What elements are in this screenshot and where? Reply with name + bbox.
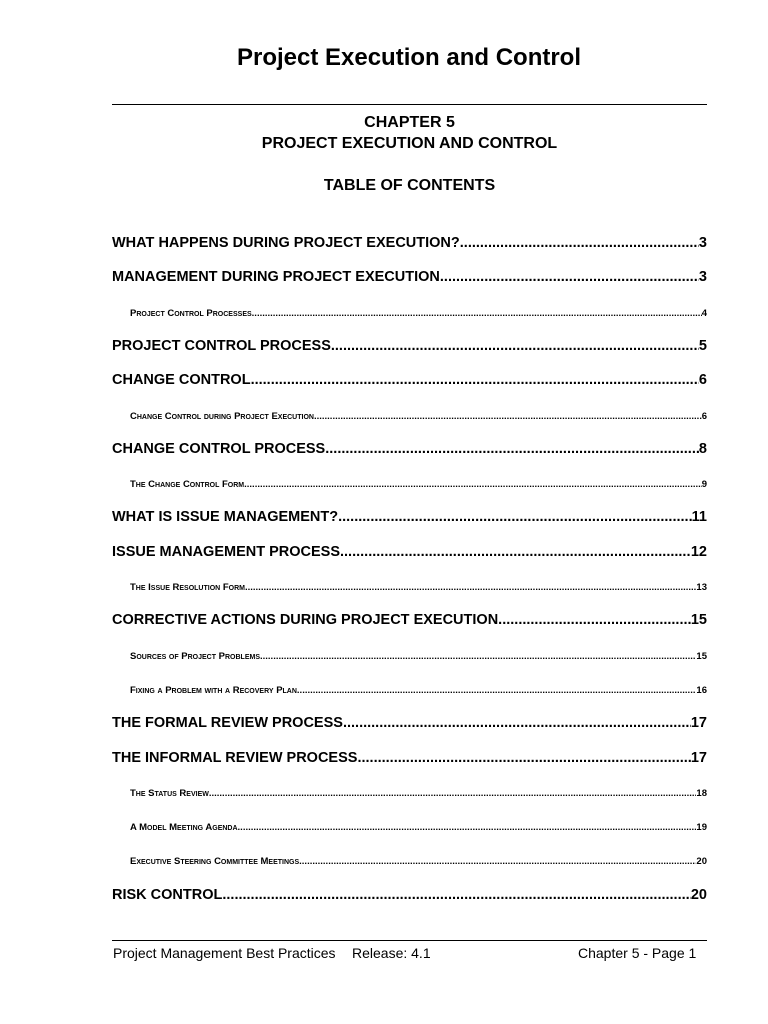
- toc-dot-leader: [357, 750, 690, 766]
- toc-entry-page: 20: [690, 887, 707, 903]
- toc-entry-label: RISK CONTROL: [112, 887, 223, 903]
- toc-entry[interactable]: [130, 411, 707, 422]
- toc-entry-page: 15: [696, 651, 707, 662]
- toc-entry-label: Executive Steering Committee Meetings: [130, 856, 300, 867]
- toc-dot-leader: [299, 856, 696, 867]
- toc-entry[interactable]: [130, 788, 707, 799]
- toc-entry-page: 17: [690, 715, 707, 731]
- toc-entry-label: Fixing a Problem with a Recovery Plan: [130, 685, 297, 696]
- toc-entry-label: The Issue Resolution Form: [130, 582, 245, 593]
- toc-dot-leader: [343, 715, 691, 731]
- toc-entry-page: 19: [696, 822, 707, 833]
- toc-dot-leader: [244, 479, 702, 490]
- toc-entry-label: Project Control Processes: [130, 308, 252, 319]
- toc-entry-page: 8: [698, 441, 707, 457]
- toc-entry-page: 6: [698, 372, 707, 388]
- footer-rule: [112, 940, 707, 941]
- toc-dot-leader: [498, 612, 691, 628]
- toc-dot-leader: [252, 308, 702, 319]
- toc-entry-label: WHAT HAPPENS DURING PROJECT EXECUTION?: [112, 235, 460, 251]
- toc-entry-page: 6: [701, 411, 707, 422]
- toc-entry-label: ISSUE MANAGEMENT PROCESS: [112, 544, 340, 560]
- toc-entry-page: 12: [690, 544, 707, 560]
- toc-dot-leader: [338, 509, 692, 525]
- toc-entry-label: The Status Review: [130, 788, 209, 799]
- toc-entry-label: CHANGE CONTROL: [112, 372, 251, 388]
- toc-dot-leader: [260, 651, 696, 662]
- footer-release: Release: 4.1: [352, 945, 431, 961]
- toc-dot-leader: [340, 544, 691, 560]
- toc-entry-page: 9: [701, 479, 707, 490]
- toc-heading: TABLE OF CONTENTS: [323, 177, 496, 194]
- toc-entry-label: THE INFORMAL REVIEW PROCESS: [112, 750, 358, 766]
- toc-entry[interactable]: [112, 715, 707, 731]
- chapter-label: CHAPTER 5: [364, 114, 455, 131]
- toc-entry[interactable]: [112, 269, 707, 285]
- toc-entry-page: 13: [696, 582, 707, 593]
- toc-entry-label: PROJECT CONTROL PROCESS: [112, 338, 331, 354]
- toc-entry[interactable]: [112, 372, 707, 388]
- toc-entry-page: 18: [696, 788, 707, 799]
- toc-entry-page: 3: [698, 235, 707, 251]
- chapter-title: PROJECT EXECUTION AND CONTROL: [261, 135, 558, 152]
- toc-entry[interactable]: [112, 338, 707, 354]
- toc-dot-leader: [325, 441, 699, 457]
- toc-dot-leader: [209, 788, 697, 799]
- toc-dot-leader: [314, 411, 702, 422]
- toc-entry-label: WHAT IS ISSUE MANAGEMENT?: [112, 509, 339, 525]
- toc-entry-label: THE FORMAL REVIEW PROCESS: [112, 715, 343, 731]
- toc-dot-leader: [222, 887, 691, 903]
- header-rule: [112, 104, 707, 105]
- toc-entry-page: 5: [698, 338, 707, 354]
- toc-entry-page: 11: [691, 509, 707, 525]
- footer-page-number: Chapter 5 - Page 1: [578, 945, 697, 961]
- toc-dot-leader: [245, 582, 696, 593]
- toc-entry-label: CORRECTIVE ACTIONS DURING PROJECT EXECUTION: [112, 612, 499, 628]
- toc-entry-page: 16: [696, 685, 707, 696]
- toc-dot-leader: [238, 822, 697, 833]
- toc-entry-label: Sources of Project Problems: [130, 651, 260, 662]
- toc-entry-label: CHANGE CONTROL PROCESS: [112, 441, 326, 457]
- toc-entry[interactable]: [112, 750, 707, 766]
- toc-entry[interactable]: [112, 887, 707, 903]
- toc-entry[interactable]: [112, 509, 707, 525]
- toc-dot-leader: [331, 338, 699, 354]
- toc-entry-label: The Change Control Form: [130, 479, 245, 490]
- toc-entry-page: 15: [690, 612, 707, 628]
- toc-entry[interactable]: [130, 308, 707, 319]
- toc-entry[interactable]: [130, 685, 707, 696]
- page-title: Project Execution and Control: [236, 44, 582, 71]
- toc-dot-leader: [251, 372, 699, 388]
- toc-entry-page: 17: [690, 750, 707, 766]
- toc-entry-label: MANAGEMENT DURING PROJECT EXECUTION: [112, 269, 440, 285]
- toc-entry[interactable]: [112, 544, 707, 560]
- toc-entry-page: 20: [696, 856, 707, 867]
- footer-document-name: Project Management Best Practices: [113, 945, 336, 961]
- toc-entry-label: A Model Meeting Agenda: [130, 822, 238, 833]
- toc-dot-leader: [440, 269, 699, 285]
- toc-dot-leader: [460, 235, 699, 251]
- toc-entry[interactable]: [112, 441, 707, 457]
- toc-entry-page: 4: [701, 308, 707, 319]
- toc-entry[interactable]: [112, 612, 707, 628]
- toc-entry-label: Change Control during Project Execution: [130, 411, 314, 422]
- toc-entry[interactable]: [130, 479, 707, 490]
- toc-dot-leader: [297, 685, 697, 696]
- toc-entry[interactable]: [130, 822, 707, 833]
- toc-entry[interactable]: [130, 856, 707, 867]
- toc-entry[interactable]: [130, 582, 707, 593]
- toc-entry[interactable]: [130, 651, 707, 662]
- toc-entry-page: 3: [698, 269, 707, 285]
- toc-entry[interactable]: [112, 235, 707, 251]
